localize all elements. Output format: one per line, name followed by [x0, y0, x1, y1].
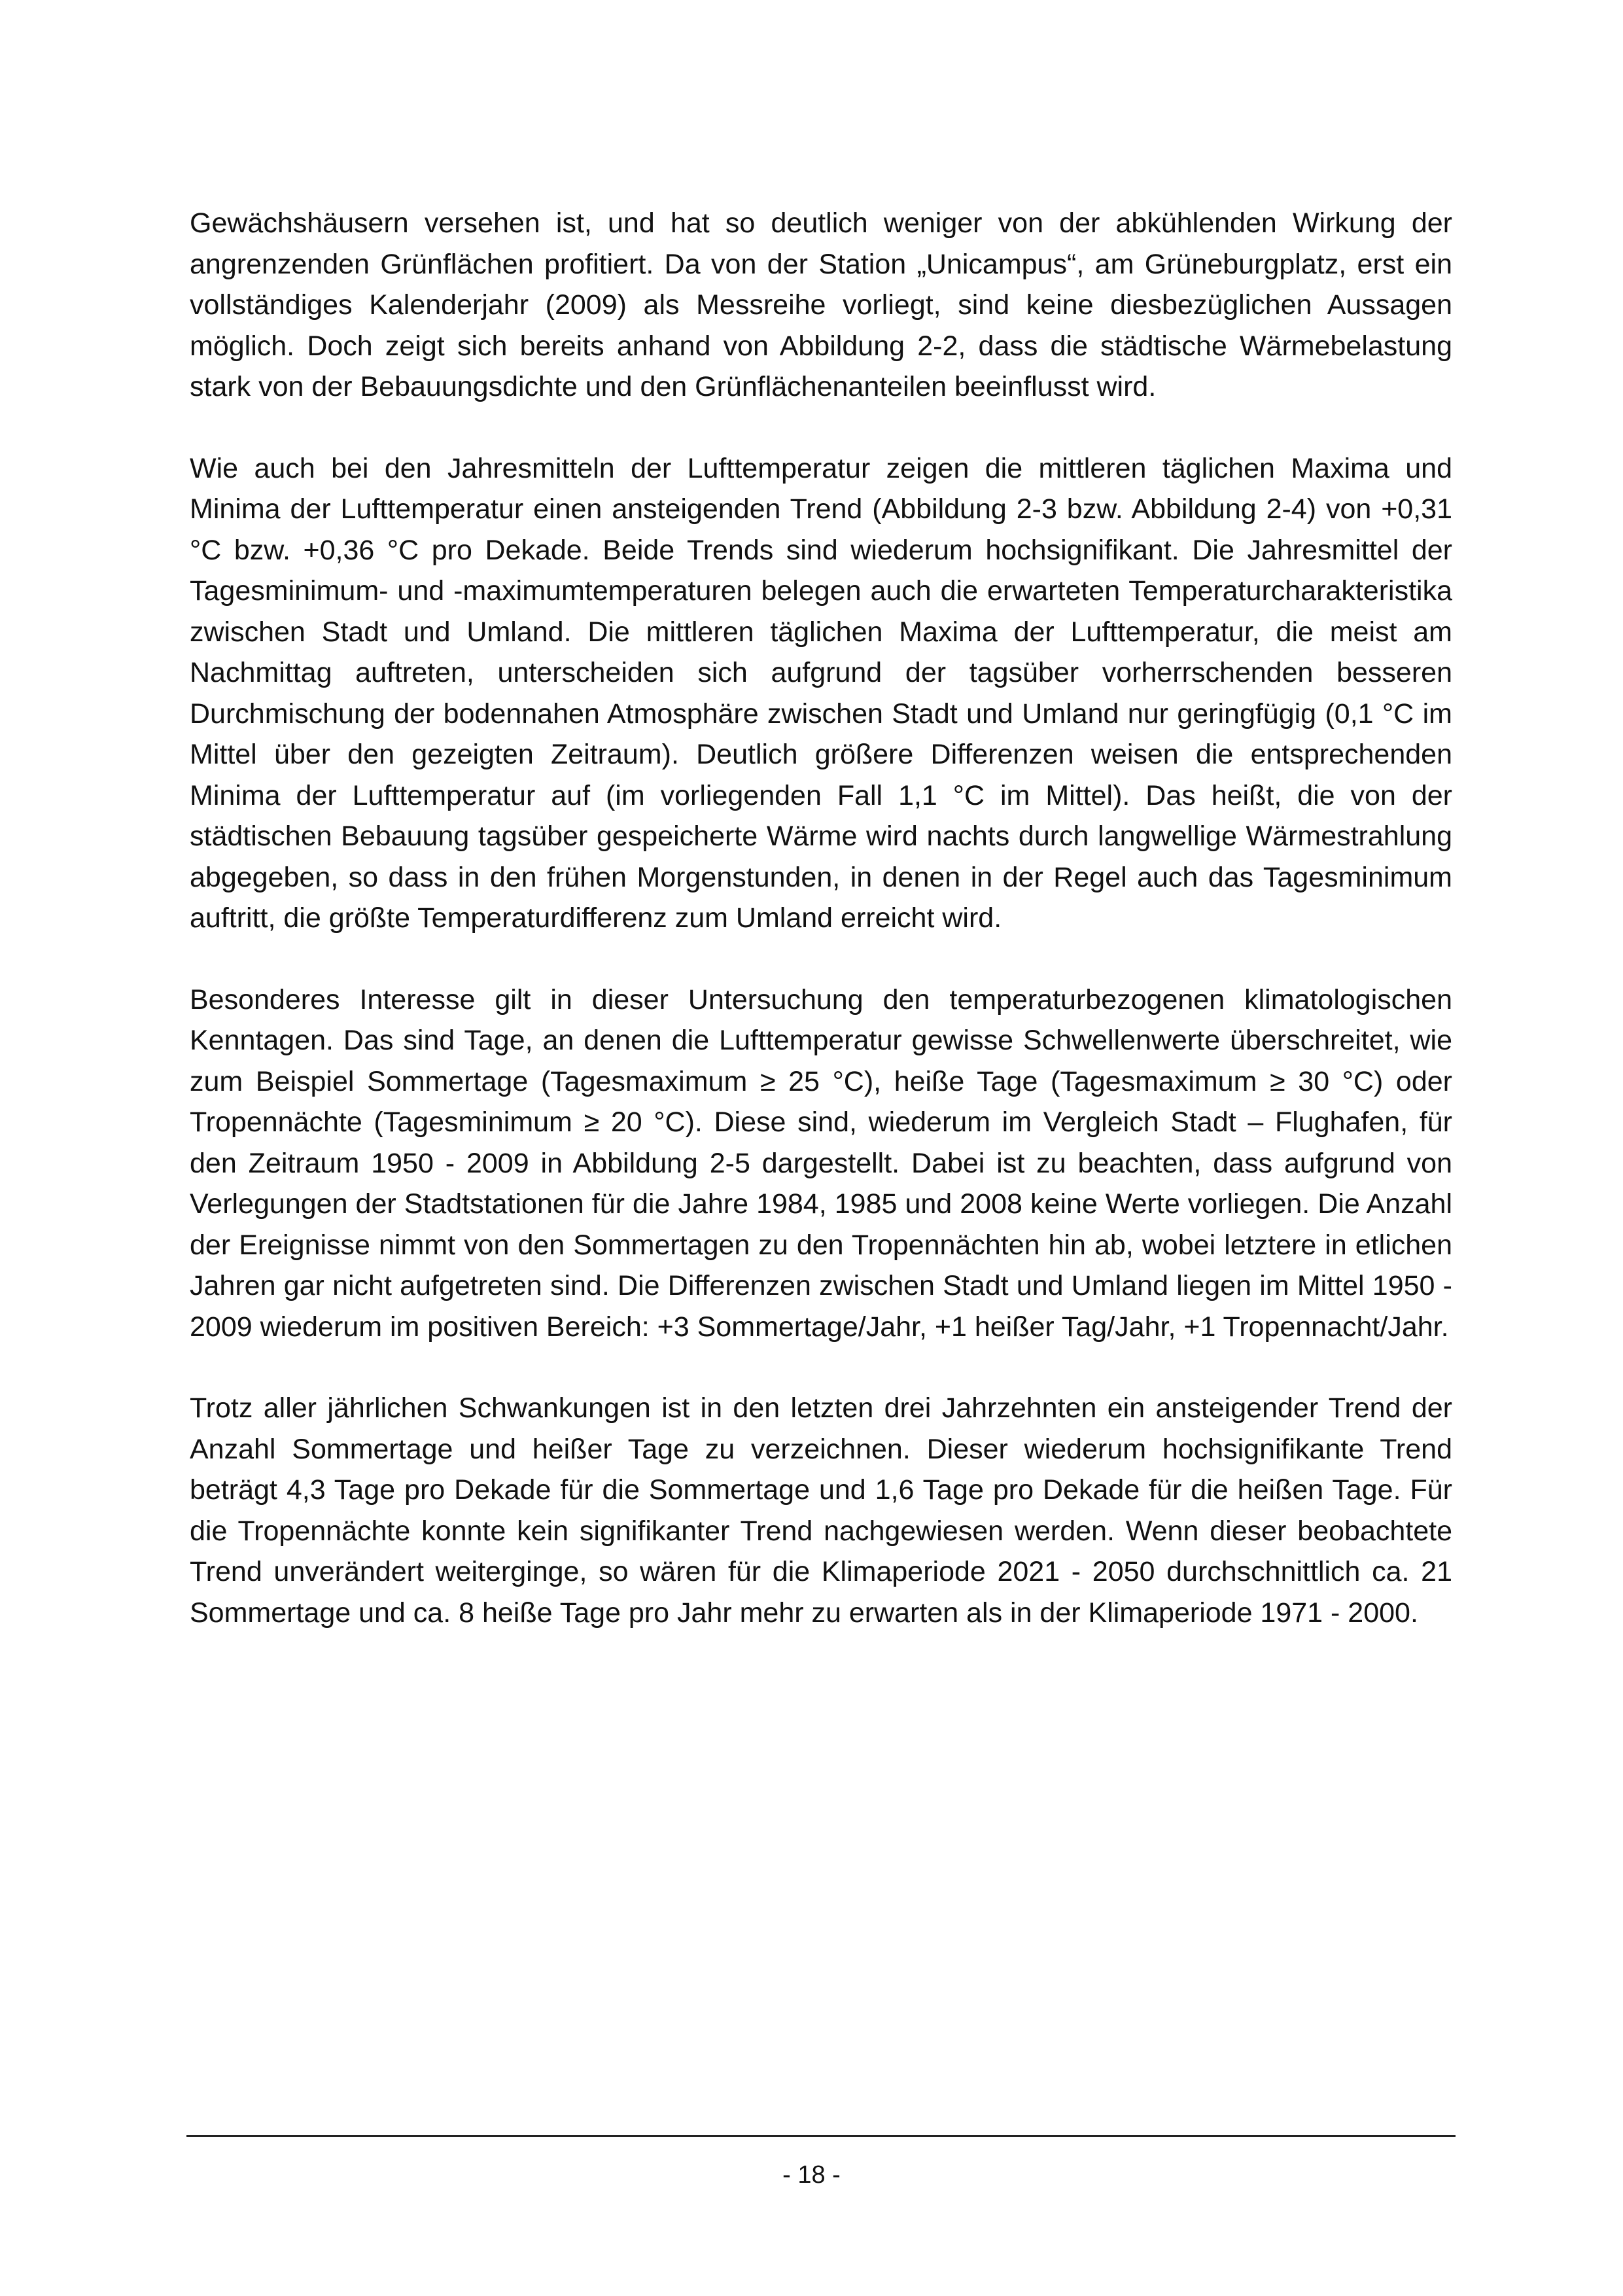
footer-rule	[186, 2135, 1456, 2137]
body-text	[190, 203, 1452, 1674]
paragraph-4: Trotz aller jährlichen Schwankungen ist in den letzten drei Jahrzehnten ein ansteigender Trend der Anzahl Sommertage und heißer Tage zu verzeichnen. Dieser wiederum hochsignifikante Trend beträgt 4,3 Tage pro Dekade für die Sommertage und 1,6 Tage pro Dekade für die heißen Tage. Für die Tropennächte konnte kein signifikanter Trend nachgewiesen werden. Wenn dieser beobachtete Trend unverändert weiterginge, so wären für die Klimaperiode 2021 - 2050 durchschnittlich ca. 21 Sommertage und ca. 8 heiße Tage pro Jahr mehr zu erwarten als in der Klimaperiode 1971 - 2000.	[190, 1392, 1452, 1629]
paragraph-2: Wie auch bei den Jahresmitteln der Lufttemperatur zeigen die mittleren täglichen Maxima und Minima der Lufttemperatur einen ansteigenden Trend (Abbildung 2-3 bzw. Abbildung 2-4) von +0,31 °C bzw. +0,36 °C pro Dekade. Beide Trends sind wiederum hochsignifikant. Die Jahresmittel der Tagesminimum- und -maximumtemperaturen belegen auch die erwarteten Temperaturcharakteristika zwischen Stadt und Umland. Die mittleren täglichen Maxima der Lufttemperatur, die meist am Nachmittag auftreten, unterscheiden sich aufgrund der tagsüber vorherrschenden besseren Durchmischung der bodennahen Atmosphäre zwischen Stadt und Umland nur geringfügig (0,1 °C im Mittel über den gezeigten Zeitraum). Deutlich größere Differenzen weisen die entsprechenden Minima der Lufttemperatur auf (im vorliegenden Fall 1,1 °C im Mittel). Das heißt, die von der städtischen Bebauung tagsüber gespeicherte Wärme wird nachts durch langwellige Wärmestrahlung abgegeben, so dass in den frühen Morgenstunden, in denen in der Regel auch das Tagesminimum auftritt, die größte Temperaturdifferenz zum Umland erreicht wird.	[190, 452, 1452, 934]
paragraph-1: Gewächshäusern versehen ist, und hat so deutlich weniger von der abkühlenden Wirkung der angrenzenden Grünflächen profitiert. Da von der Station „Unicampus“, am Grüneburgplatz, erst ein vollständiges Kalenderjahr (2009) als Messreihe vorliegt, sind keine diesbezüglichen Aussagen möglich. Doch zeigt sich bereits anhand von Abbildung 2-2, dass die städtische Wärmebelastung stark von der Bebauungsdichte und den Grünflächenanteilen beeinflusst wird.	[190, 207, 1452, 402]
paragraph-3: Besonderes Interesse gilt in dieser Untersuchung den temperaturbezogenen klimatologischen Kenntagen. Das sind Tage, an denen die Lufttemperatur gewisse Schwellenwerte überschreitet, wie zum Beispiel Sommertage (Tagesmaximum ≥ 25 °C), heiße Tage (Tagesmaximum ≥ 30 °C) oder Tropennächte (Tagesminimum ≥ 20 °C). Diese sind, wiederum im Vergleich Stadt – Flughafen, für den Zeitraum 1950 - 2009 in Abbildung 2-5 dargestellt. Dabei ist zu beachten, dass aufgrund von Verlegungen der Stadtstationen für die Jahre 1984, 1985 und 2008 keine Werte vorliegen. Die Anzahl der Ereignisse nimmt von den Sommertagen zu den Tropennächten hin ab, wobei letztere in etlichen Jahren gar nicht aufgetreten sind. Die Differenzen zwischen Stadt und Umland liegen im Mittel 1950 - 2009 wiederum im positiven Bereich: +3 Sommertage/Jahr, +1 heißer Tag/Jahr, +1 Tropennacht/Jahr.	[190, 983, 1452, 1343]
page-number: - 18 -	[782, 2161, 841, 2189]
